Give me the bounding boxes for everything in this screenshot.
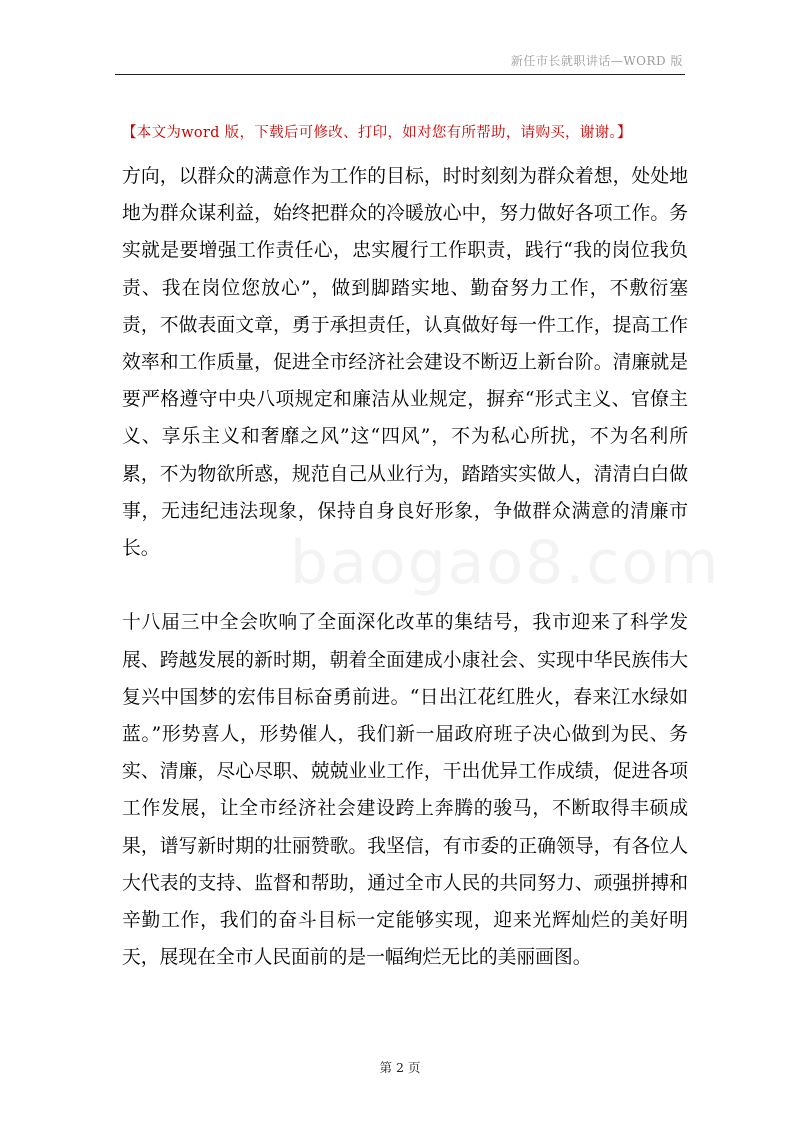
body-paragraph: 方向，以群众的满意作为工作的目标，时时刻刻为群众着想，处处地地为群众谋利益，始终把群众的冷暖放心中，努力做好各项工作。务实就是要增强工作责任心，忠实履行工作职责，践行“我的岗位我负责、我在岗位您放心”，做到脚踏实地、勤奋努力工作，不敷衍塞责，不做表面文章，勇于承担责任，认真做好每一件工作，提高工作效率和工作质量，促进全市经济社会建设不断迈上新台阶。清廉就是要严格遵守中央八项规定和廉洁从业规定，摒弃“形式主义、官僚主义、享乐主义和奢靡之风”这“四风”，不为私心所扰，不为名利所累，不为物欲所惑，规范自己从业行为，踏踏实实做人，清清白白做事，无违纪违法现象，保持自身良好形象，争做群众满意的清廉市长。 <box>122 166 688 560</box>
document-body <box>122 158 688 976</box>
header-divider <box>115 74 685 75</box>
page-number: 第 2 页 <box>379 1060 421 1075</box>
download-notice: 【本文为word 版，下载后可修改、打印，如对您有所帮助，请购买，谢谢。】 <box>122 125 632 141</box>
running-header: 新任市长就职讲话—WORD 版 <box>510 54 683 68</box>
body-paragraph: 十八届三中全会吹响了全面深化改革的集结号，我市迎来了科学发展、跨越发展的新时期，朝着全面建成小康社会、实现中华民族伟大复兴中国梦的宏伟目标奋勇前进。“日出江花红胜火，春来江水绿如蓝。”形势喜人，形势催人，我们新一届政府班子决心做到为民、务实、清廉，尽心尽职、兢兢业业工作，干出优异工作成绩，促进各项工作发展，让全市经济社会建设跨上奔腾的骏马，不断取得丰硕成果，谱写新时期的壮丽赞歌。我坚信，有市委的正确领导，有各位人大代表的支持、监督和帮助，通过全市人民的共同努力、顽强拼搏和辛勤工作，我们的奋斗目标一定能够实现，迎来光辉灿烂的美好明天，展现在全市人民面前的是一幅绚烂无比的美丽画图。 <box>122 612 688 969</box>
